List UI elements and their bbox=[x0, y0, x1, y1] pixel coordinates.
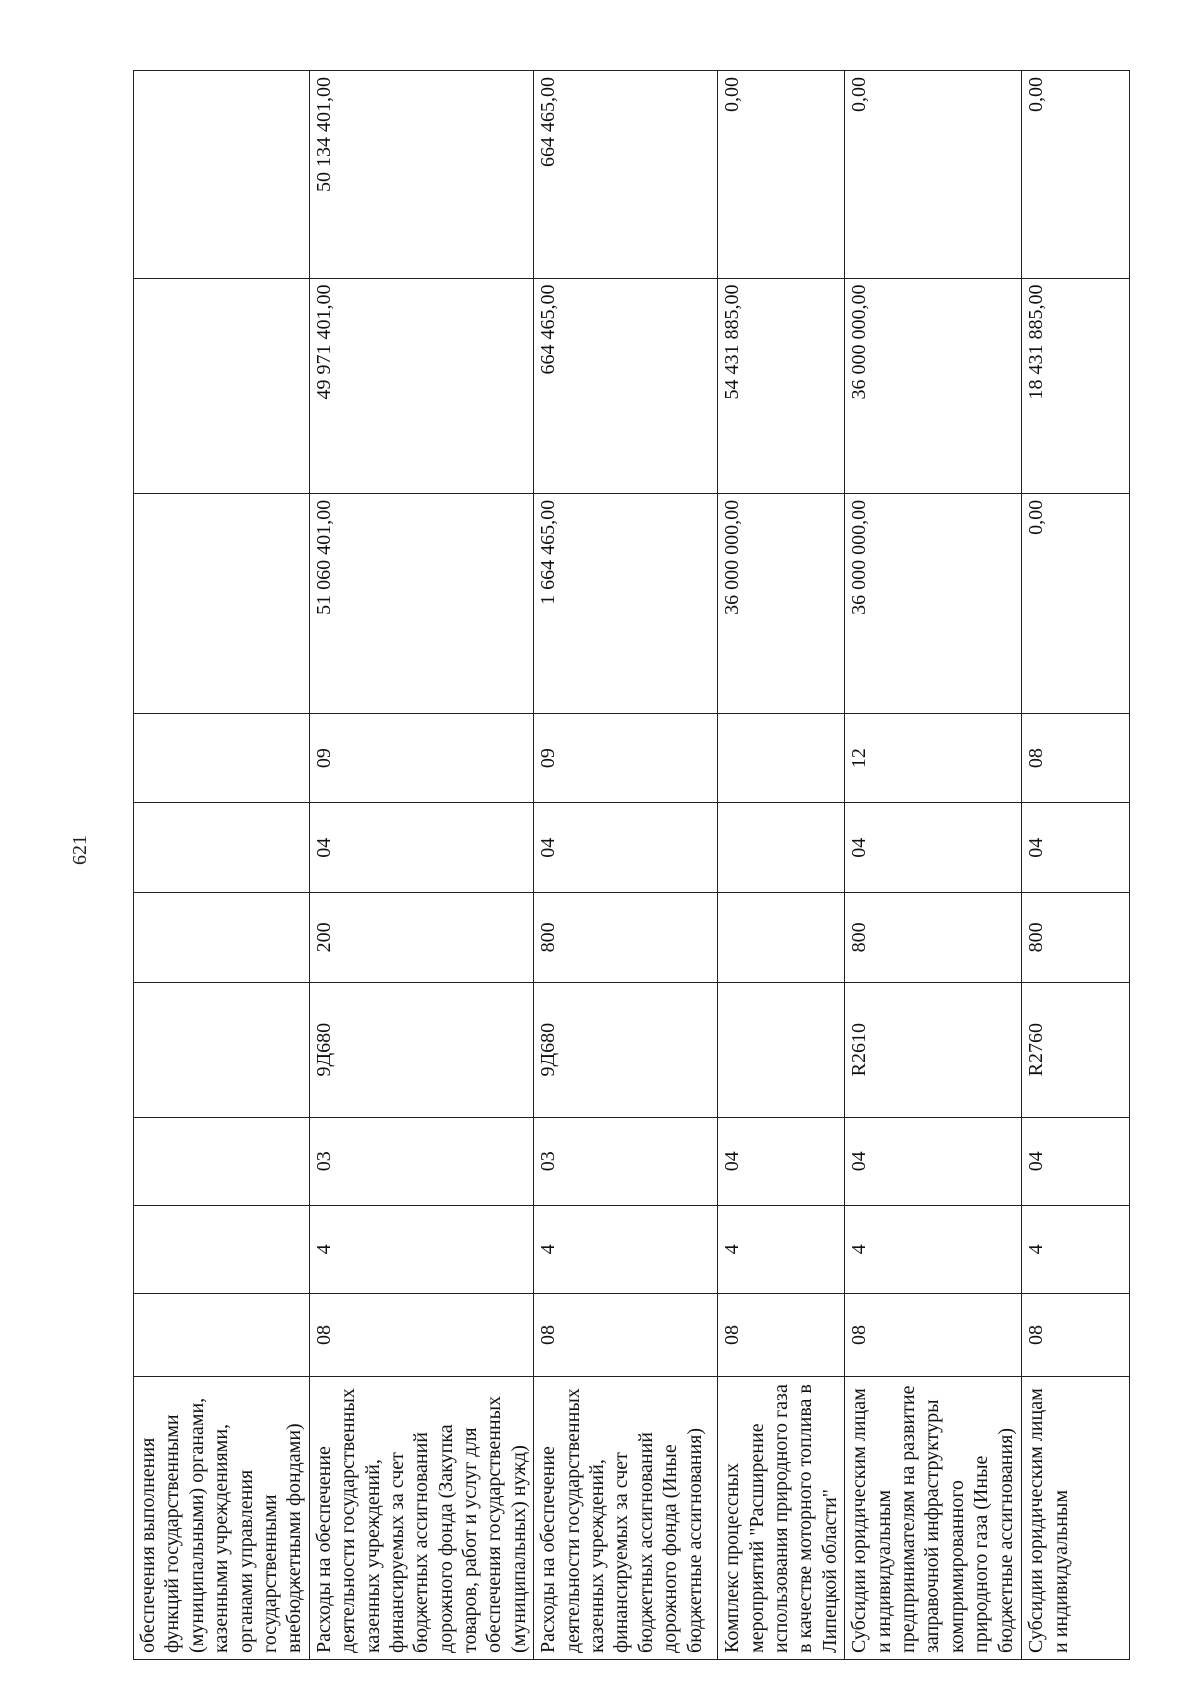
code-cell: 4 bbox=[845, 1205, 1022, 1293]
amount-cell: 49 971 401,00 bbox=[309, 278, 534, 493]
code-cell bbox=[718, 893, 845, 983]
code-cell bbox=[134, 1205, 310, 1293]
code-cell: 04 bbox=[845, 803, 1022, 893]
table-row bbox=[534, 71, 718, 1660]
amount-cell: 664 465,00 bbox=[534, 278, 718, 493]
amount-cell: 0,00 bbox=[845, 71, 1022, 279]
table-row bbox=[134, 71, 310, 1660]
amount-cell bbox=[134, 278, 310, 493]
table-row bbox=[718, 71, 845, 1660]
code-cell: 04 bbox=[1022, 803, 1130, 893]
code-cell bbox=[134, 893, 310, 983]
amount-cell: 36 000 000,00 bbox=[845, 278, 1022, 493]
code-cell: 08 bbox=[718, 1293, 845, 1376]
code-cell: 09 bbox=[309, 713, 534, 803]
row-name: Расходы на обеспечение деятельности государственных казенных учреждений, финансируемых за счет бюджетных ассигнований дорожного фонда (Иные бюджетные ассигнования) bbox=[534, 1377, 718, 1660]
code-cell: 800 bbox=[534, 893, 718, 983]
code-cell bbox=[718, 713, 845, 803]
code-cell: R2760 bbox=[1022, 982, 1130, 1117]
amount-cell: 36 000 000,00 bbox=[718, 493, 845, 713]
code-cell: 04 bbox=[534, 803, 718, 893]
table-row bbox=[309, 71, 534, 1660]
code-cell bbox=[718, 803, 845, 893]
rotated-table-container bbox=[133, 70, 1103, 1660]
row-name: Расходы на обеспечение деятельности государственных казенных учреждений, финансируемых за счет бюджетных ассигнований дорожного фонда (Закупка товаров, работ и услуг для обеспечения государственных (муниципальных) нужд) bbox=[309, 1377, 534, 1660]
code-cell bbox=[718, 982, 845, 1117]
code-cell: 800 bbox=[845, 893, 1022, 983]
code-cell: 08 bbox=[1022, 713, 1130, 803]
code-cell: 800 bbox=[1022, 893, 1130, 983]
amount-cell: 664 465,00 bbox=[534, 71, 718, 279]
amount-cell: 54 431 885,00 bbox=[718, 278, 845, 493]
code-cell: 08 bbox=[534, 1293, 718, 1376]
code-cell: 9Д680 bbox=[534, 982, 718, 1117]
code-cell: 09 bbox=[534, 713, 718, 803]
code-cell: 4 bbox=[309, 1205, 534, 1293]
code-cell bbox=[134, 803, 310, 893]
code-cell: R2610 bbox=[845, 982, 1022, 1117]
code-cell bbox=[134, 1293, 310, 1376]
row-name: обеспечения выполнения функций государственными (муниципальными) органами, казенными учреждениями, органами управления государственными внебюджетными фондами) bbox=[134, 1377, 310, 1660]
code-cell: 4 bbox=[534, 1205, 718, 1293]
amount-cell: 36 000 000,00 bbox=[845, 493, 1022, 713]
code-cell: 9Д680 bbox=[309, 982, 534, 1117]
amount-cell: 0,00 bbox=[1022, 71, 1130, 279]
amount-cell: 0,00 bbox=[1022, 493, 1130, 713]
amount-cell bbox=[134, 493, 310, 713]
table-row bbox=[1022, 71, 1130, 1660]
code-cell: 200 bbox=[309, 893, 534, 983]
code-cell: 04 bbox=[309, 803, 534, 893]
code-cell: 04 bbox=[1022, 1117, 1130, 1205]
amount-cell: 0,00 bbox=[718, 71, 845, 279]
code-cell bbox=[134, 713, 310, 803]
code-cell: 12 bbox=[845, 713, 1022, 803]
table-row bbox=[845, 71, 1022, 1660]
code-cell: 03 bbox=[534, 1117, 718, 1205]
code-cell: 04 bbox=[845, 1117, 1022, 1205]
amount-cell: 1 664 465,00 bbox=[534, 493, 718, 713]
code-cell: 08 bbox=[309, 1293, 534, 1376]
amount-cell: 18 431 885,00 bbox=[1022, 278, 1130, 493]
code-cell: 08 bbox=[1022, 1293, 1130, 1376]
row-name: Субсидии юридическим лицам и индивидуальным предпринимателям на развитие заправочной инфраструктуры компримированного природного газа (Иные бюджетные ассигнования) bbox=[845, 1377, 1022, 1660]
code-cell bbox=[134, 1117, 310, 1205]
code-cell: 03 bbox=[309, 1117, 534, 1205]
code-cell: 4 bbox=[718, 1205, 845, 1293]
code-cell: 04 bbox=[718, 1117, 845, 1205]
row-name: Субсидии юридическим лицам и индивидуальным bbox=[1022, 1377, 1130, 1660]
code-cell: 4 bbox=[1022, 1205, 1130, 1293]
page-number: 621 bbox=[69, 835, 91, 865]
amount-cell: 51 060 401,00 bbox=[309, 493, 534, 713]
code-cell bbox=[134, 982, 310, 1117]
amount-cell bbox=[134, 71, 310, 279]
budget-table bbox=[133, 70, 1130, 1660]
amount-cell: 50 134 401,00 bbox=[309, 71, 534, 279]
row-name: Комплекс процессных мероприятий "Расширение использования природного газа в качестве моторного топлива в Липецкой области" bbox=[718, 1377, 845, 1660]
code-cell: 08 bbox=[845, 1293, 1022, 1376]
